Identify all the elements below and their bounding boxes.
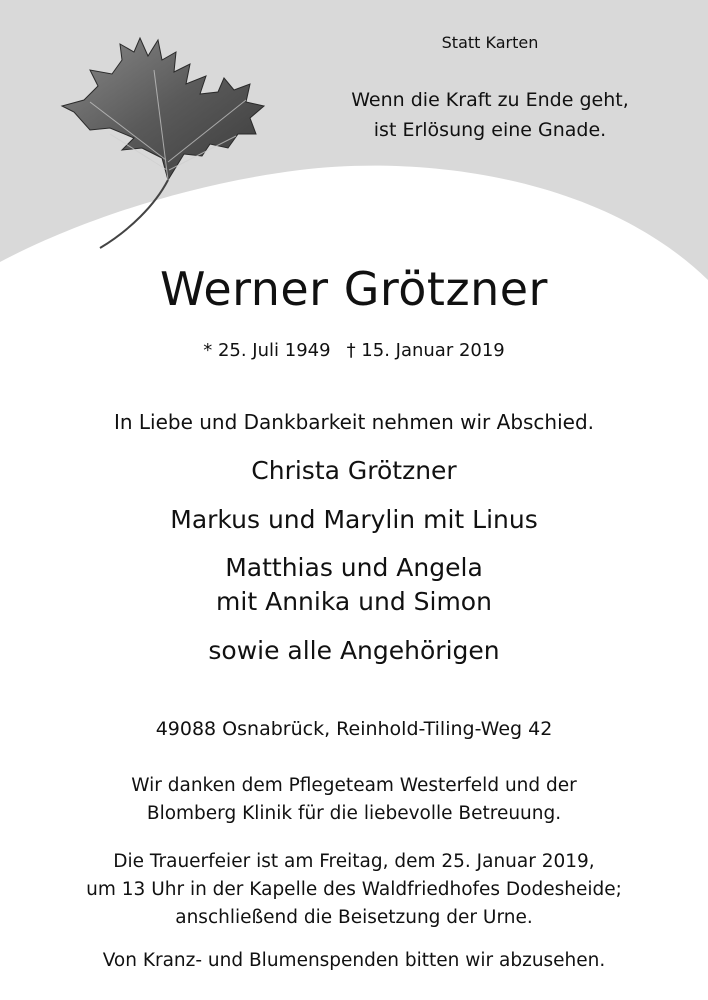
mourner-line: Christa Grötzner [251,456,457,485]
thanks-paragraph [0,772,708,828]
deceased-name: Werner Grötzner [160,262,548,316]
thanks-line-2: Blomberg Klinik für die liebevolle Betreuung. [146,803,562,824]
statt-karten-text: Statt Karten [441,33,539,52]
closing-note: Von Kranz- und Blumenspenden bitten wir abzusehen. [102,950,606,971]
birth-date: * 25. Juli 1949 [203,340,331,361]
farewell-intro: In Liebe und Dankbarkeit nehmen wir Abschied. [113,410,595,434]
funeral-line-2: um 13 Uhr in der Kapelle des Waldfriedhofes Dodesheide; [86,879,622,900]
address: 49088 Osnabrück, Reinhold-Tiling-Weg 42 [155,718,553,740]
life-dates [0,340,708,361]
funeral-line-3: anschließend die Beisetzung der Urne. [175,907,533,928]
mourner-line: mit Annika und Simon [216,587,492,616]
death-date: † 15. Januar 2019 [346,340,505,361]
thanks-line-1: Wir danken dem Pflegeteam Westerfeld und der [131,775,577,796]
funeral-line-1: Die Trauerfeier ist am Freitag, dem 25. Januar 2019, [113,851,595,872]
mourner-line: Markus und Marylin mit Linus [170,505,538,534]
mourner-line: sowie alle Angehörigen [208,636,500,665]
motto-line-2: ist Erlösung eine Gnade. [373,119,607,141]
motto-line-1: Wenn die Kraft zu Ende geht, [351,89,629,111]
maple-leaf-icon [50,30,280,255]
funeral-paragraph [0,848,708,932]
mourner-line: Matthias und Angela [225,553,483,582]
